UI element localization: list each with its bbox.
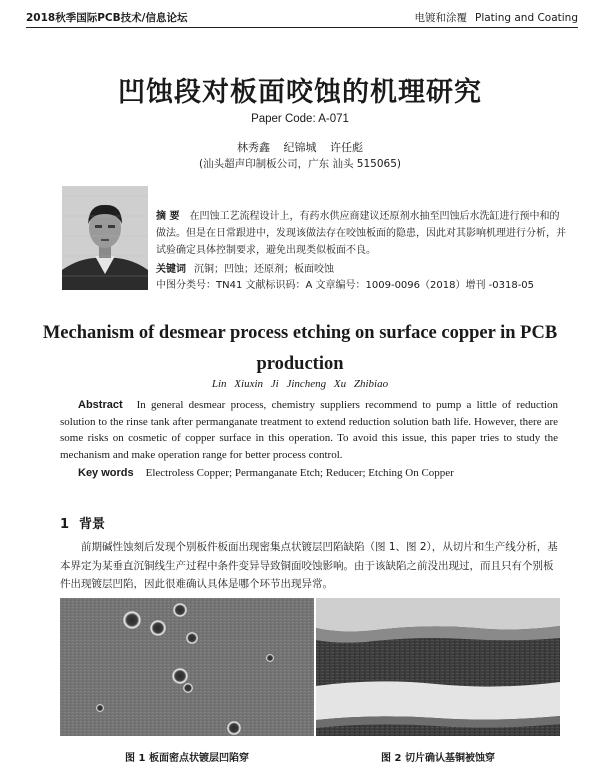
section-number: 1: [60, 517, 70, 532]
abstract-cn: [156, 208, 566, 259]
section-title: 背景: [79, 517, 106, 532]
keywords-cn-label: 关键词: [156, 264, 186, 275]
abstract-en: [60, 397, 558, 463]
abstract-cn-label: 摘 要: [156, 211, 180, 222]
keywords-cn-text: 沉铜；凹蚀；还原剂；板面咬蚀: [194, 264, 334, 275]
figure-1-image: [60, 598, 314, 736]
running-header: [26, 10, 578, 28]
abstract-en-text: In general desmear process, chemistry suppliers recommend to pump a little of reduction solution to the rinse tank after permanganate treatment to extend reduction solution bath life. However, there are some risks on cosmetic of copper surface in this operation. To avoid this issue, this paper tries to study the mechanism and make operation range for better process control.: [60, 399, 558, 461]
affiliation-cn: (汕头超声印制板公司，广东 汕头 515065): [199, 158, 401, 170]
paper-code: Paper Code: A-071: [251, 113, 349, 125]
classification-cn: 中图分类号：TN41 文献标识码：A 文章编号：1009-0096（2018）增刊 -0318-05: [156, 280, 535, 291]
keywords-en: [78, 467, 454, 479]
header-right-en: Plating and Coating: [474, 12, 578, 24]
abstract-cn-text: 在凹蚀工艺流程设计上，有药水供应商建议还原剂水抽至凹蚀后水洗缸进行预中和的做法。但是在日常跟进中，发现该做法存在咬蚀板面的隐患，因此对其影响机理进行分析，并试验确定具体控制要求，避免出现类似板面不良。: [156, 211, 566, 256]
keywords-cn: [156, 260, 334, 275]
author-photo: [62, 186, 148, 290]
authors-cn: 林秀鑫 纪锦城 许任彪: [237, 141, 363, 154]
keywords-en-text: Electroless Copper; Permanganate Etch; Reducer; Etching On Copper: [145, 467, 454, 479]
authors-en: Lin Xiuxin Ji Jincheng Xu Zhibiao: [211, 378, 389, 390]
figure-2-image: [316, 598, 560, 736]
header-right-cn: 电镀和涂覆: [414, 12, 467, 24]
paper-title-en: Mechanism of desmear process etching on surface copper in PCB production: [42, 323, 558, 374]
paper-title-cn: 凹蚀段对板面咬蚀的机理研究: [118, 77, 482, 108]
keywords-en-label: Key words: [78, 467, 134, 479]
header-left: 2018秋季国际PCB技术/信息论坛: [26, 12, 188, 24]
figure-1-caption: 图 1 板面密点状镀层凹陷穿: [125, 753, 249, 764]
figure-2-caption: 图 2 切片确认基铜被蚀穿: [381, 753, 495, 764]
header-right: [406, 10, 578, 25]
abstract-en-label: Abstract: [78, 399, 123, 411]
section-heading: [60, 513, 105, 532]
body-paragraph: 前期碱性蚀刻后发现个别板件板面出现密集点状镀层凹陷缺陷（图 1、图 2），从切片和生产线分析，基本界定为某垂直沉铜线生产过程中条件变异导致铜面咬蚀影响。由于该缺陷之前没出现过，而且只有个别板件出现镀层凹陷，因此很难确认具体是哪个环节出现异常。: [60, 541, 558, 590]
